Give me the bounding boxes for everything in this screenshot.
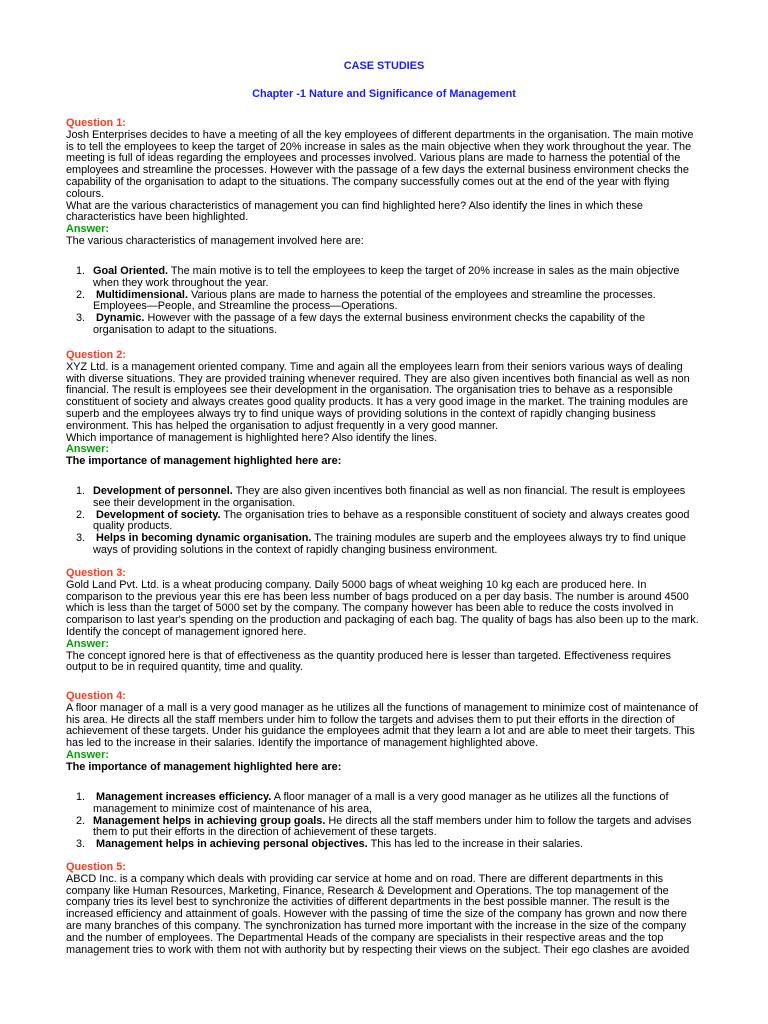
question-line: Gold Land Pvt. Ltd. is a wheat producing company. Daily 5000 bags of wheat weighing 10 kg each are produced here. In [66, 578, 647, 591]
document-title: CASE STUDIES [343, 60, 425, 72]
list-text: them to put their efforts in the direction of achievement of these targets. [93, 826, 437, 839]
question-4-section [66, 691, 706, 774]
list-text: The training modules are superb and the employees always try to find unique [314, 532, 686, 545]
answer-intro: The importance of management highlighted here are: [66, 760, 342, 773]
question-3-section [66, 568, 706, 674]
answer-list-1 [66, 266, 706, 337]
list-text: The organisation tries to behave as a responsible constituent of society and always creates good [223, 508, 690, 521]
list-term: Helps in becoming dynamic organisation. [96, 532, 312, 545]
list-term: Management helps in achieving group goals. [93, 814, 326, 827]
list-item [66, 839, 706, 851]
question-line: management tries to work with them not with authority but by respecting their views on the subject. Their ego clashes are avoided [66, 943, 690, 956]
answer-intro: The importance of management highlighted here are: [66, 455, 342, 468]
question-line: What are the various characteristics of management you can find highlighted here? Also identify the lines in which these [66, 199, 643, 212]
question-line: and the number of employees. The Departmental Heads of the company are specialists in their respective areas and the top [66, 931, 664, 944]
list-text: management to minimize cost of maintenance of his area, [93, 802, 373, 815]
question-label: Question 4: [66, 690, 126, 702]
question-line: achievement of these targets. Under his guidance the employees admit that they learn a lot and are able to meet their targets. This [66, 725, 695, 738]
list-text: Various plans are made to harness the potential of the employees and streamline the processes. [191, 288, 656, 301]
question-line: XYZ Ltd. is a management oriented company. Time and again all the employees learn from their seniors various ways of dealing [66, 360, 683, 373]
question-label: Question 1: [66, 117, 126, 129]
list-term: Development of personnel. [93, 485, 233, 497]
question-line: his area. He directs all the staff members under him to follow the targets and advises them to put their efforts in the direction of [66, 713, 675, 726]
question-line: company like Human Resources, Marketing, Finance, Research & Development and Operations. The top management of the [66, 884, 669, 897]
list-text: The main motive is to tell the employees to keep the target of 20% increase in sales as the main objective [170, 265, 680, 277]
list-item [66, 266, 706, 290]
list-item [66, 510, 706, 534]
answer-list-4 [66, 792, 706, 851]
question-label: Question 2: [66, 349, 126, 361]
question-line: financial. The result is employees see their development in the organisation. The organisation tries to behave as a responsible [66, 384, 673, 397]
list-number: 1. [76, 485, 86, 497]
question-line: meeting is full of ideas regarding the employees and processes involved. Various plans are made to harness the potential of the [66, 152, 681, 165]
list-term: Development of society. [96, 508, 221, 521]
list-number: 2. [76, 508, 86, 521]
question-line: colours. [66, 187, 105, 200]
question-line: company tries its level best to synchronize the activities of different departments in the best possible manner. The result is the [66, 896, 670, 909]
list-term: Goal Oriented. [93, 265, 169, 277]
question-label: Question 3: [66, 567, 126, 579]
chapter-heading: Chapter -1 Nature and Significance of Management [252, 88, 516, 100]
list-term: Management helps in achieving personal objectives. [96, 838, 368, 851]
list-text: However with the passage of a few days the external business environment checks the capability of the [147, 312, 646, 325]
question-line: Which importance of management is highlighted here? Also identify the lines. [66, 431, 438, 444]
answer-label: Answer: [66, 637, 109, 650]
list-text: They are also given incentives both financial as well as non financial. The result is employees [235, 485, 686, 497]
list-number: 3. [76, 838, 86, 851]
answer-label: Answer: [66, 748, 109, 761]
question-line: environment. This has helped the organisation to adjust frequently in a very good manner. [66, 419, 499, 432]
list-text: see their development in the organisation. [93, 496, 296, 509]
list-item [66, 486, 706, 510]
answer-line: output to be in required quantity, time and quality. [66, 661, 303, 674]
question-line: capability of the organisation to adapt to the situations. The company successfully comes out at the end of the year with flying [66, 175, 670, 188]
list-text: Employees—People, and Streamline the process—Operations. [93, 300, 398, 313]
list-item [66, 792, 706, 816]
question-line: Identify the concept of management ignored here. [66, 625, 307, 638]
list-text: This has led to the increase in their salaries. [370, 838, 584, 851]
question-line: has led to the increase in their salaries. Identify the importance of management highlighted above. [66, 737, 539, 750]
answer-line: The concept ignored here is that of effectiveness as the quantity produced here is lesser than targeted. Effectiveness requires [66, 649, 671, 662]
answer-intro: The various characteristics of management involved here are: [66, 234, 364, 247]
list-text: when they work throughout the year. [93, 276, 269, 289]
question-line: which is less than the target of 5000 set by the company. The company however has been able to reduce the costs involved in [66, 602, 674, 615]
list-item [66, 533, 706, 557]
answer-list-2 [66, 486, 706, 557]
answer-label: Answer: [66, 443, 109, 456]
list-number: 3. [76, 312, 86, 325]
list-term: Multidimensional. [96, 288, 188, 301]
question-line: constituent of society and always creates good quality products. It has a very good image in the market. The training modules are [66, 396, 689, 409]
list-text: He directs all the staff members under him to follow the targets and advises [328, 814, 692, 827]
list-term: Management increases efficiency. [96, 791, 272, 803]
list-number: 2. [76, 288, 86, 301]
question-line: characteristics have been highlighted. [66, 211, 249, 224]
list-text: organisation to adapt to the situations. [93, 323, 278, 336]
question-line: are many branches of this company. The synchronization has turned more important with the increase in the size of the company [66, 919, 687, 932]
question-line: Josh Enterprises decides to have a meeting of all the key employees of different departments in the organisation. The main motive [66, 128, 694, 141]
question-label: Question 5: [66, 861, 126, 873]
question-2-section [66, 350, 706, 468]
list-item [66, 290, 706, 314]
list-term: Dynamic. [96, 312, 145, 325]
list-text: quality products. [93, 520, 173, 533]
question-line: superb and the employees always try to find unique ways of providing solutions in the context of rapidly changing business [66, 407, 656, 420]
list-item [66, 313, 706, 337]
answer-label: Answer: [66, 223, 109, 236]
question-line: with diverse situations. They are provided training whenever required. They are also given incentives both financial as well as non [66, 372, 690, 385]
list-number: 1. [76, 791, 86, 803]
list-text: ways of providing solutions in the context of rapidly changing business environment. [93, 543, 498, 556]
question-line: A floor manager of a mall is a very good manager as he utilizes all the functions of management to minimize cost of maintenance of [66, 701, 698, 714]
question-line: ABCD Inc. is a company which deals with providing car service at home and on road. There are different departments in this [66, 872, 664, 885]
question-line: is to tell the employees to keep the target of 20% increase in sales as the main objective when they work throughout the year. The [66, 140, 692, 153]
list-number: 1. [76, 265, 86, 277]
list-text: A floor manager of a mall is a very good manager as he utilizes all the functions of [273, 791, 669, 803]
list-number: 2. [76, 814, 86, 827]
list-item [66, 816, 706, 840]
question-line: employees and streamline the processes. However with the passage of a few days the external business environment checks the [66, 164, 689, 177]
question-line: comparison to last year's spending on the production and packaging of each bag. The quality of bags has also been up to the mark. [66, 614, 699, 627]
question-line: comparison to the previous year this ere has been less number of bags produced on a per day basis. The number is around 4500 [66, 590, 689, 603]
question-5-section [66, 862, 706, 956]
question-1-section [66, 118, 706, 248]
question-line: increased efficiency and attainment of goals. However with the passing of time the size of the company has grown and now there [66, 908, 687, 921]
list-number: 3. [76, 532, 86, 545]
